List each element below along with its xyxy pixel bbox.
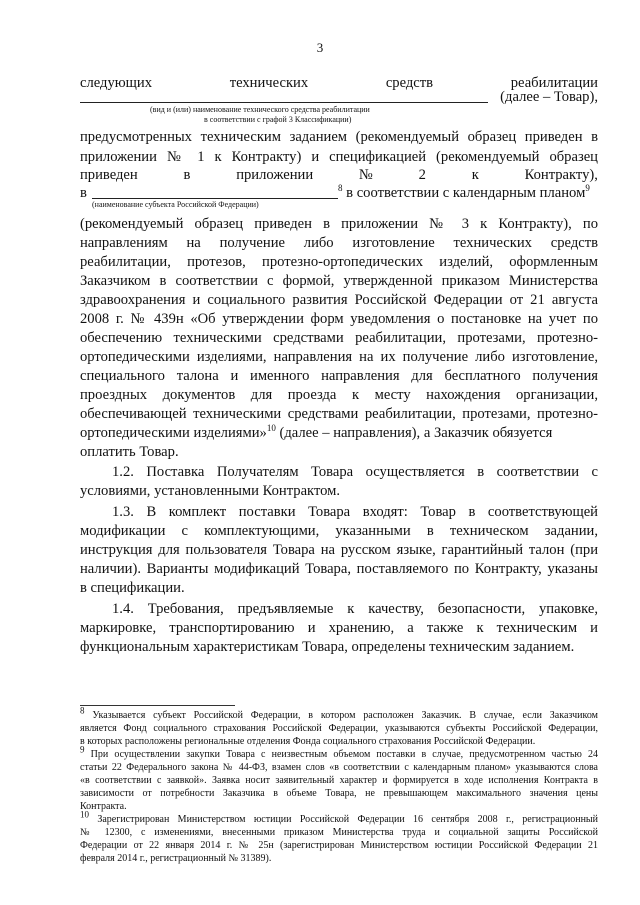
word: Контракту), (524, 167, 598, 183)
text-line: (рекомендуемый образец приведен в приложении № 3 к Контракту), по (80, 216, 598, 232)
text-line: 2008 г. № 439н «Об утверждении форм уведомления о постановке на учет по (80, 311, 598, 327)
text-v: в (80, 185, 87, 201)
phrase: (далее – направления), а Заказчик обязуется (275, 425, 553, 441)
intro-word: технических (229, 75, 309, 91)
phrase: ортопедическими изделиями» (80, 425, 267, 441)
text-line: маркировке, транспортированию и хранению, а также к техническим и (80, 620, 598, 636)
footnote-line: Федерации от 22 января 2014 г. № 25н (зарегистрирован Министерством юстиции Российской Федерации 21 (80, 840, 598, 851)
footnote-number: 10 (80, 809, 89, 820)
field-caption: (наименование субъекта Российской Федерации) (92, 200, 259, 209)
footnote-10 (80, 809, 598, 826)
footnote-ref: 10 (266, 423, 276, 434)
footnote-text: Зарегистрирован Министерством юстиции Российской Федерации 16 сентября 2008 г., регистрационный (89, 814, 598, 825)
footnote-text: При осуществлении закупки Товара с неизвестным объемом поставки в случае, предусмотренном частью 24 (84, 749, 598, 760)
clause-1-2: 1.2. Поставка Получателям Товара осуществляется в соответствии с (112, 464, 598, 480)
footnote-line: Контракта. (80, 801, 127, 812)
text-line: условиями, установленными Контрактом. (80, 483, 341, 499)
text-line: модификации с комплектующими, указанными в техническом задании, (80, 523, 598, 539)
text-line: приложении № 1 к Контракту) и спецификацией (рекомендуемый образец (80, 149, 598, 165)
text-line: реабилитации, протезов, протезно-ортопедических изделий, оформленным (80, 254, 598, 270)
text-line (80, 424, 598, 443)
word: 2 (418, 167, 426, 183)
text-line: ортопедическими изделиями, направления на их получение либо изготовление, (80, 349, 598, 365)
text-line: наличии). Варианты модификаций Товара, поставляемого по Контракту, указаны (80, 561, 598, 577)
text-line: функциональным характеристикам Товара, определены техническим заданием. (80, 639, 575, 655)
text-line (338, 184, 598, 203)
word: приложении (236, 167, 314, 183)
footnote-line: в которых расположены региональные отделения Фонда социального страхования Российской Федерации. (80, 736, 536, 747)
text-line: в спецификации. (80, 580, 185, 596)
text-line: проездных документов для проезда к месту нахождения организации, (80, 387, 598, 403)
text-line: направлениям на получение либо изготовление технических средств (80, 235, 598, 251)
field-caption: (вид и (или) наименование технического средства реабилитации (150, 105, 370, 114)
footnote-number: 8 (80, 705, 85, 716)
clause-1-3: 1.3. В комплект поставки Товара входят: Товар в соответствующей (112, 504, 598, 520)
footnote-line: февраля 2014 г., регистрационный № 31389). (80, 853, 272, 864)
field-caption: в соответствии с графой 3 Классификации) (204, 115, 352, 124)
text-line: Заказчиком в соответствии с формой, утвержденной приказом Министерства (80, 273, 598, 289)
intro-word: средств (385, 75, 434, 91)
text-line: здравоохранения и социального развития Российской Федерации от 21 августа (80, 292, 598, 308)
word: к (471, 167, 479, 183)
footnote-9 (80, 744, 598, 761)
text-line (80, 166, 598, 185)
text-line: обеспечению техническими средствами реабилитации, протезами, протезно- (80, 330, 598, 346)
word: приведен (80, 167, 138, 183)
page-number: 3 (316, 40, 324, 55)
word: № (358, 167, 373, 183)
footnote-line: является Фонд социального страхования Российской Федерации, указываются субъекты Российской Федерации, (80, 723, 598, 734)
text-line: обеспечивающей техническими средствами реабилитации, протезами, протезно- (80, 406, 598, 422)
text-line: оплатить Товар. (80, 444, 179, 460)
fill-in-line (80, 102, 488, 103)
footnote-8 (80, 705, 598, 722)
word: в (183, 167, 191, 183)
footnote-separator (80, 705, 235, 706)
footnote-number: 9 (80, 744, 85, 755)
fill-in-line (92, 198, 338, 199)
footnote-line: статьи 22 Федерального закона № 44-ФЗ, взамен слов «в соответствии с календарным планом» указываются слова (80, 762, 598, 773)
intro-word: следующих (80, 75, 153, 91)
text-line: инструкция для пользователя Товара на русском языке, гарантийный талон (при (80, 542, 598, 558)
text-line: специального талона и именного направления для бесплатного получения (80, 368, 598, 384)
footnote-ref: 8 (338, 183, 343, 194)
clause-1-4: 1.4. Требования, предъявляемые к качеству, безопасности, упаковке, (112, 601, 598, 617)
footnote-line: «в соответствии с заявкой». Заявка носит заявительный характер и формируется в ходе исполнения Контракта в (80, 775, 598, 786)
footnote-line: зависимости от потребности Заказчика в объеме Товара, не превышающем максимального значения цены (80, 788, 598, 799)
footnote-line: № 12300, с изменениями, внесенными приказом Министерства труда и социальной защиты Российской (80, 827, 598, 838)
intro-tail: (далее – Товар), (500, 89, 598, 105)
text-line: предусмотренных техническим заданием (рекомендуемый образец приведен в (80, 129, 598, 145)
footnote-ref: 9 (585, 183, 590, 194)
phrase: в соответствии с календарным планом (346, 185, 586, 201)
intro-word: реабилитации (510, 75, 598, 91)
footnote-text: Указывается субъект Российской Федерации, в котором расположен Заказчик. В случае, если Заказчиком (84, 710, 598, 721)
